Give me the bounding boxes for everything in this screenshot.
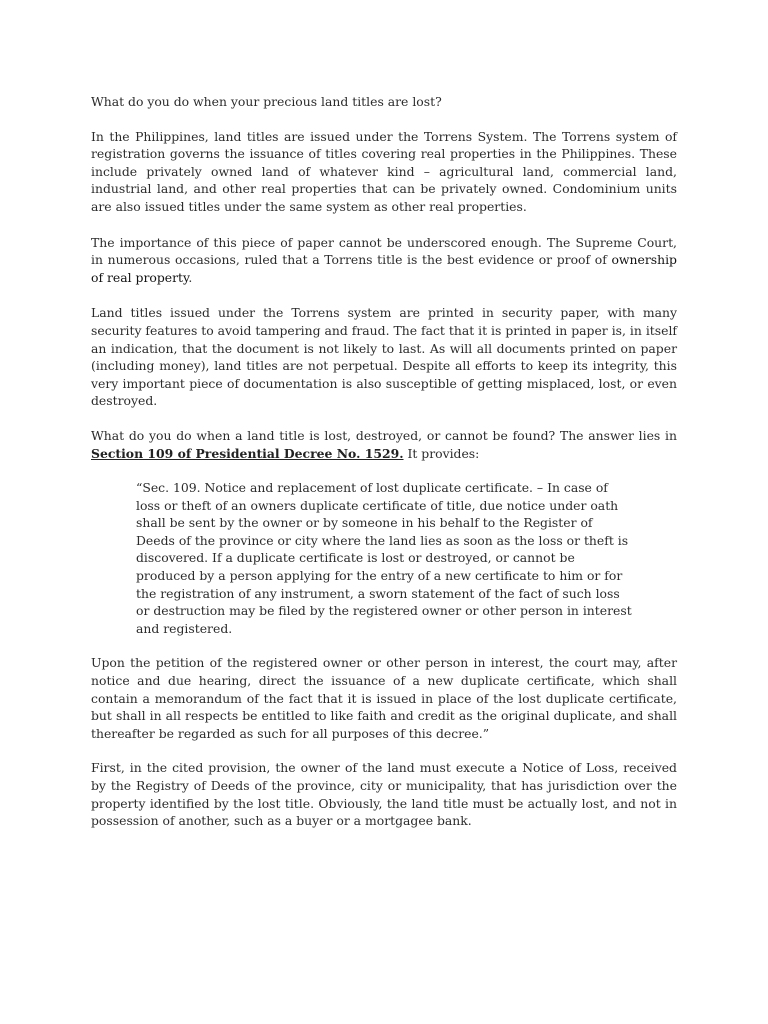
document-page	[91, 93, 677, 830]
paragraph-what-to-do-end: It provides:	[403, 445, 480, 461]
paragraph-notice-of-loss: First, in the cited provision, the owner of the land must execute a Notice of Loss, received by the Registry of Deeds of the province, city or municipality, that has jurisdiction over the property identified by the lost title. Obviously, the land title must be actually lost, and not in possession of another, such as a buyer or a mortgagee bank.	[91, 760, 677, 829]
ownership-of-real-property-link[interactable]: ownership of real property	[91, 252, 677, 285]
paragraph-petition: Upon the petition of the registered owner or other person in interest, the court may, after notice and due hearing, direct the issuance of a new duplicate certificate, which shall contain a memorandum of the fact that it is issued in place of the lost duplicate certificate, but shall in all respects be entitled to like faith and credit as the original duplicate, and shall thereafter be regarded as such for all purposes of this decree.”	[91, 655, 677, 741]
paragraph-security-paper: Land titles issued under the Torrens system are printed in security paper, with many security features to avoid tampering and fraud. The fact that it is printed in paper is, in itself an indication, that the document is not likely to last. As will all documents printed on paper (including money), land titles are not perpetual. Despite all efforts to keep its integrity, this very important piece of documentation is also susceptible of getting misplaced, lost, or even destroyed.	[91, 305, 677, 409]
section-109-link[interactable]: Section 109 of Presidential Decree No. 1529.	[91, 445, 404, 461]
paragraph-importance-end: .	[188, 269, 193, 285]
paragraph-torrens-system: In the Philippines, land titles are issued under the Torrens System. The Torrens system of registration governs the issuance of titles covering real properties in the Philippines. These include privately owned land of whatever kind – agricultural land, commercial land, industrial land, and other real properties that can be privately owned. Condominium units are also issued titles under the same system as other real properties.	[91, 128, 677, 214]
paragraph-what-to-do-text: What do you do when a land title is lost, destroyed, or cannot be found? The answer lies in	[91, 427, 677, 443]
paragraph-importance-text: The importance of this piece of paper cannot be underscored enough. The Supreme Court, in numerous occasions, ruled that a Torrens title is the best evidence or proof of	[91, 234, 677, 268]
blockquote-section-109: “Sec. 109. Notice and replacement of lost duplicate certificate. – In case of loss or theft of an owners duplicate certificate of title, due notice under oath shall be sent by the owner or by someone in his behalf to the Register of Deeds of the province or city where the land lies as soon as the loss or theft is discovered. If a duplicate certificate is lost or destroyed, or cannot be produced by a person applying for the entry of a new certificate to him or for the registration of any instrument, a sworn statement of the fact of such loss or destruction may be filed by the registered owner or other person in interest and registered.	[136, 480, 632, 636]
paragraph-what-to-do	[91, 427, 677, 462]
article-question: What do you do when your precious land titles are lost?	[91, 94, 442, 109]
paragraph-importance	[91, 234, 677, 287]
